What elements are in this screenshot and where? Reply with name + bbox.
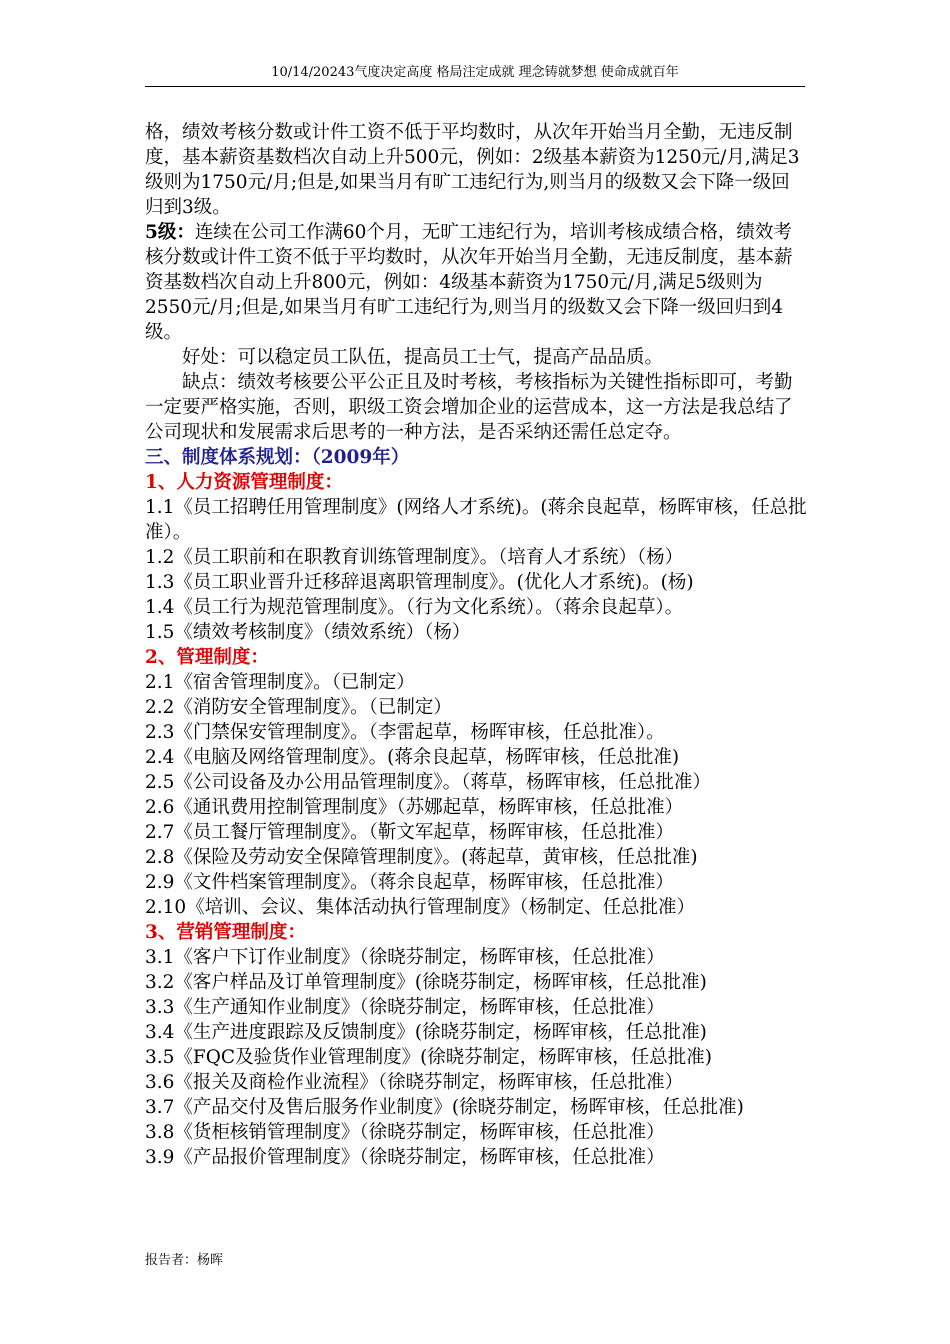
list-item: 2.2《消防安全管理制度》。（已制定） [145, 697, 452, 718]
subheading-admin-management: 2、管理制度： [145, 647, 269, 668]
list-item: 2.3《门禁保安管理制度》。（李雷起草，杨晖审核，任总批准）。 [145, 722, 665, 743]
list-item: 3.2《客户样品及订单管理制度》(徐晓芬制定，杨晖审核，任总批准) [145, 972, 707, 993]
subheading-hr-management: 1、人力资源管理制度： [145, 472, 343, 493]
list-item: 3.5《FQC及验货作业管理制度》(徐晓芬制定，杨晖审核，任总批准) [145, 1047, 713, 1068]
list-item: 3.7《产品交付及售后服务作业制度》(徐晓芬制定，杨晖审核，任总批准) [145, 1097, 744, 1118]
page-header: 10/14/20243气度决定高度 格局注定成就 理念铸就梦想 使命成就百年 [271, 65, 679, 80]
list-item: 3.3《生产通知作业制度》（徐晓芬制定，杨晖审核，任总批准） [145, 997, 665, 1018]
list-item: 2.9《文件档案管理制度》。（蒋余良起草，杨晖审核，任总批准） [145, 872, 674, 893]
list-item: 2.6《通讯费用控制管理制度》（苏娜起草，杨晖审核，任总批准） [145, 797, 684, 818]
list-item: 1.3《员工职业晋升迁移辞退离职管理制度》。(优化人才系统)。(杨) [145, 572, 694, 593]
section-heading-system-planning: 三、制度体系规划：（2009年） [145, 447, 410, 468]
list-item: 2.10《培训、会议、集体活动执行管理制度》（杨制定、任总批准） [145, 897, 695, 918]
paragraph-drawback: 缺点：绩效考核要公平公正且及时考核，考核指标为关键性指标即可，考勤一定要严格实施，否则，职级工资会增加企业的运营成本，这一方法是我总结了公司现状和发展需求后思考的一种方法，是否采纳还需任总定夺。 [145, 372, 793, 443]
list-item: 2.7《员工餐厅管理制度》。（靳文军起草，杨晖审核，任总批准） [145, 822, 674, 843]
list-item: 2.1《宿舍管理制度》。（已制定） [145, 672, 415, 693]
document-body [145, 120, 807, 1170]
list-item: 3.8《货柜核销管理制度》（徐晓芬制定，杨晖审核，任总批准） [145, 1122, 665, 1143]
list-item: 1.1《员工招聘任用管理制度》(网络人才系统)。(蒋余良起草，杨晖审核，任总批准）。 [145, 497, 807, 543]
subheading-sales-management: 3、营销管理制度： [145, 922, 306, 943]
paragraph-level4-continued: 格，绩效考核分数或计件工资不低于平均数时，从次年开始当月全勤，无违反制度，基本薪资基数档次自动上升500元，例如：2级基本薪资为1250元/月,满足3级则为1750元/月;但是,如果当月有旷工违纪行为,则当月的级数又会下降一级回归到3级。 [145, 122, 800, 218]
level5-label: 5级： [145, 222, 195, 243]
paragraph-benefit: 好处：可以稳定员工队伍，提高员工士气，提高产品品质。 [182, 347, 664, 368]
list-item: 2.5《公司设备及办公用品管理制度》。（蒋草，杨晖审核，任总批准） [145, 772, 711, 793]
list-item: 2.4《电脑及网络管理制度》。(蒋余良起草，杨晖审核，任总批准) [145, 747, 680, 768]
header-divider [145, 86, 805, 87]
level5-text: 连续在公司工作满60个月，无旷工违纪行为，培训考核成绩合格，绩效考核分数或计件工资不低于平均数时，从次年开始当月全勤，无违反制度，基本薪资基数档次自动上升800元，例如：4级基本薪资为1750元/月,满足5级则为2550元/月;但是,如果当月有旷工违纪行为,则当月的级数又会下降一级回归到4级。 [145, 222, 793, 343]
list-item: 3.9《产品报价管理制度》（徐晓芬制定，杨晖审核，任总批准） [145, 1147, 665, 1168]
list-item: 2.8《保险及劳动安全保障管理制度》。(蒋起草，黄审核，任总批准) [145, 847, 698, 868]
list-item: 1.2《员工职前和在职教育训练管理制度》。（培育人才系统）（杨） [145, 547, 684, 568]
list-item: 3.4《生产进度跟踪及反馈制度》(徐晓芬制定，杨晖审核，任总批准) [145, 1022, 707, 1043]
paragraph-level5 [145, 220, 807, 345]
page-footer: 报告者：杨晖 [145, 1253, 224, 1268]
list-item: 1.5《绩效考核制度》（绩效系统）（杨） [145, 622, 471, 643]
list-item: 1.4《员工行为规范管理制度》。（行为文化系统）。（蒋余良起草）。 [145, 597, 684, 618]
list-item: 3.6《报关及商检作业流程》（徐晓芬制定，杨晖审核，任总批准） [145, 1072, 684, 1093]
list-item: 3.1《客户下订作业制度》（徐晓芬制定，杨晖审核，任总批准） [145, 947, 665, 968]
